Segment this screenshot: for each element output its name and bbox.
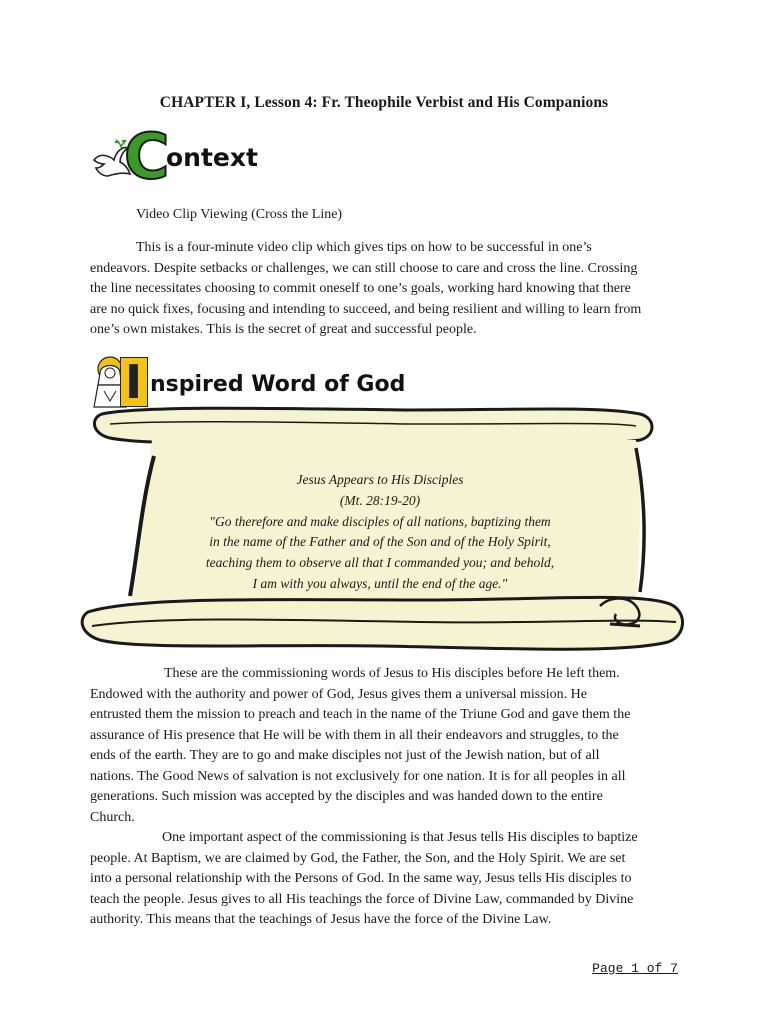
- paragraph-line: into a personal relationship with the Persons of God. In the same way, Jesus tells His disciples to: [90, 871, 632, 886]
- paragraph-line: ends of the earth. They are to go and make disciples not just of the Jewish nation, but of all: [90, 748, 600, 763]
- video-clip-label: Video Clip Viewing (Cross the Line): [136, 207, 343, 222]
- scripture-line: "Go therefore and make disciples of all nations, baptizing them: [209, 513, 551, 529]
- scripture-title: Jesus Appears to His Disciples: [296, 472, 464, 487]
- scripture-line: I am with you always, until the end of the age.": [252, 575, 508, 591]
- paragraph-line: Church.: [90, 809, 135, 825]
- intro-line: This is a four-minute video clip which gives tips on how to be successful in one’s: [136, 240, 592, 255]
- context-initial: C: [124, 120, 170, 193]
- paragraph-line: people. At Baptism, we are claimed by God, the Father, the Son, and the Holy Spirit. We are set: [90, 850, 626, 866]
- paragraph-line: generations. Such mission was accepted by the disciples and was handed down to the entire: [90, 789, 603, 804]
- intro-line: endeavors. Despite setbacks or challenges, we can still choose to care and cross the line. Crossing: [90, 260, 638, 276]
- context-rest: ontext: [166, 143, 258, 172]
- intro-line: the line necessitates choosing to commit oneself to one’s goals, working hard knowing that there: [90, 281, 631, 296]
- paragraph-line: teach the people. Jesus gives to all His teachings the force of Divine Law, commanded by Divine: [90, 891, 634, 907]
- page-number: Page 1 of 7: [592, 961, 678, 976]
- paragraph-line: These are the commissioning words of Jesus to His disciples before He left them.: [164, 666, 620, 681]
- baptism-paragraph: [90, 828, 678, 931]
- context-heading: [90, 120, 270, 193]
- page-title: CHAPTER I, Lesson 4: Fr. Theophile Verbist and His Companions: [159, 94, 609, 111]
- inspired-rest: nspired Word of God: [150, 372, 406, 397]
- intro-paragraph: [90, 238, 678, 341]
- paragraph-line: nations. The Good News of salvation is not exclusively for one nation. It is for all peoples in all: [90, 768, 626, 784]
- paragraph-line: authority. This means that the teachings of Jesus have the force of the Divine Law.: [90, 912, 552, 927]
- paragraph-line: Endowed with the authority and power of God, Jesus gives them a universal mission. He: [90, 686, 587, 702]
- intro-line: are no quick fixes, focusing and intending to succeed, and being resilient and willing to learn from: [90, 301, 642, 317]
- intro-line: one’s own mistakes. This is the secret of great and successful people.: [90, 322, 477, 337]
- commissioning-paragraph: [90, 664, 678, 828]
- paragraph-line: One important aspect of the commissioning is that Jesus tells His disciples to baptize: [162, 830, 638, 845]
- paragraph-line: entrusted them the mission to preach and teach in the name of the Triune God and gave them the: [90, 707, 631, 722]
- inspired-initial: I: [125, 355, 143, 409]
- scripture-block: [170, 470, 590, 595]
- scripture-reference: (Mt. 28:19-20): [339, 492, 421, 508]
- paragraph-line: assurance of His presence that He will be with them in all their endeavors and struggles, to the: [90, 727, 619, 743]
- scripture-line: teaching them to observe all that I commanded you; and behold,: [205, 555, 555, 571]
- scripture-line: in the name of the Father and of the Son and of the Holy Spirit,: [209, 534, 551, 550]
